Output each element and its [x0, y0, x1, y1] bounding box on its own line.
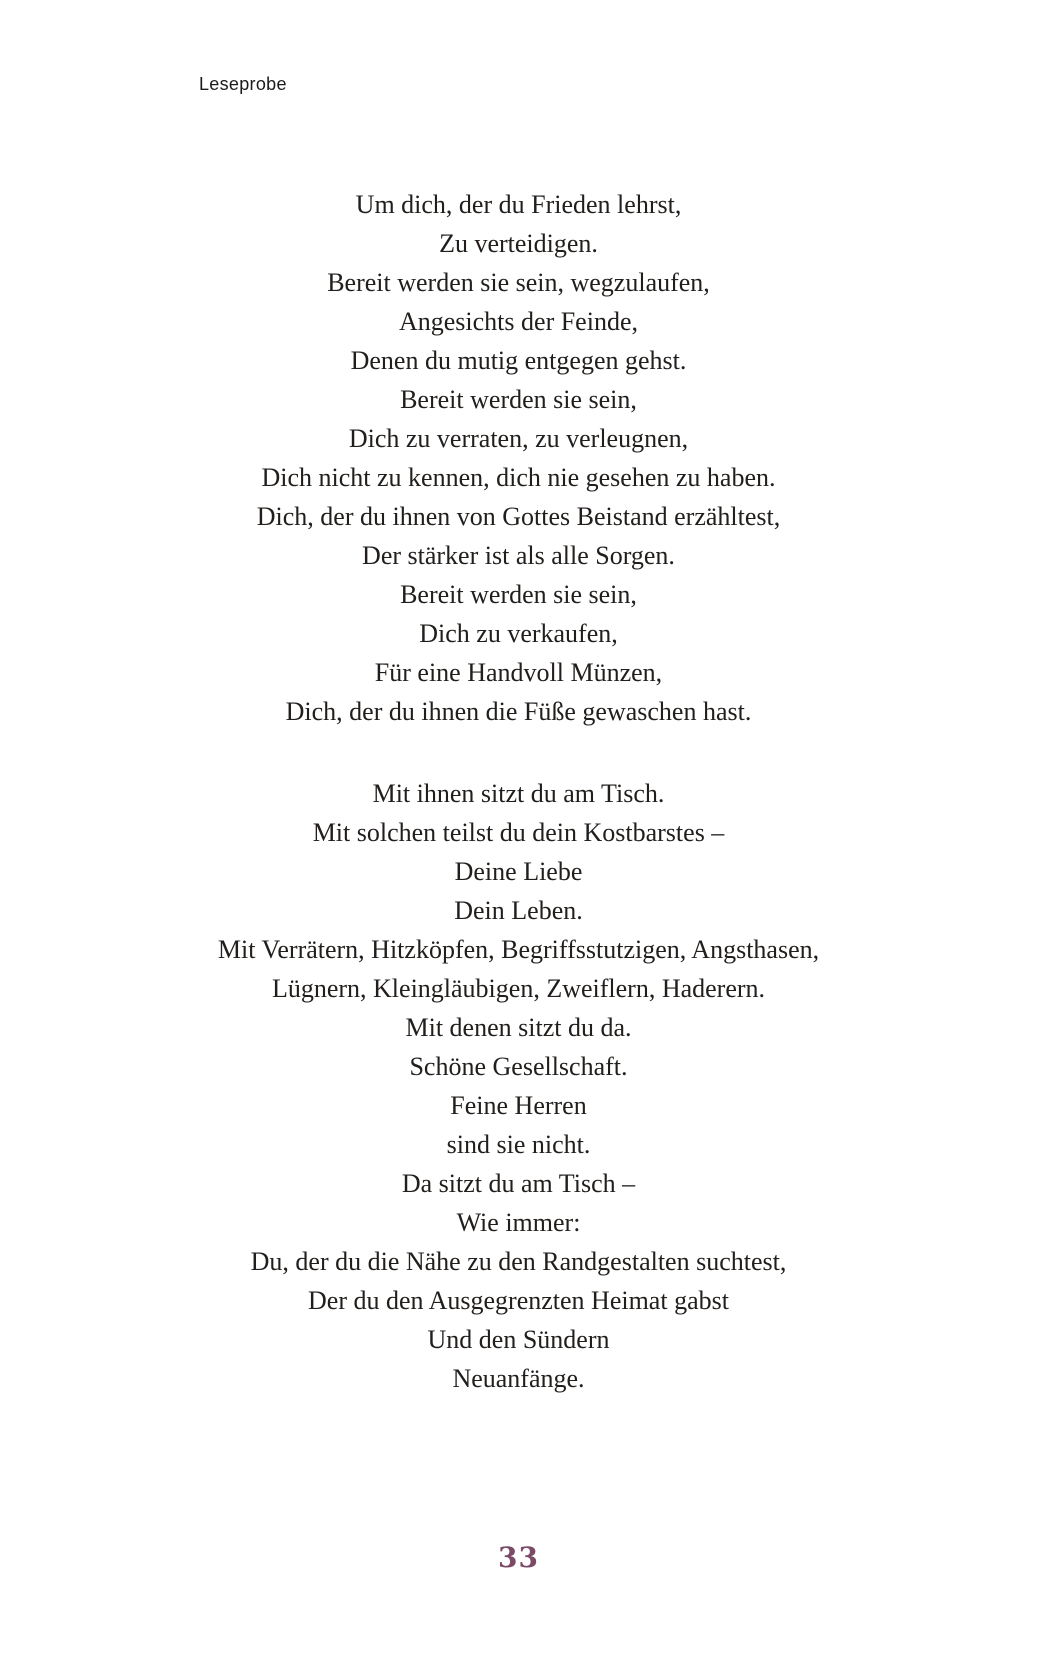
poem-line: Mit solchen teilst du dein Kostbarstes – [312, 818, 725, 847]
poem-line: Der du den Ausgegrenzten Heimat gabst [308, 1286, 729, 1315]
poem-line: Bereit werden sie sein, [400, 580, 637, 609]
poem-line: Lügnern, Kleingläubigen, Zweiflern, Haderern. [271, 974, 766, 1003]
poem-stanza-2 [0, 774, 1037, 1398]
poem-line: Schöne Gesellschaft. [409, 1052, 628, 1081]
poem-line: Mit ihnen sitzt du am Tisch. [372, 779, 665, 808]
poem-line: Zu verteidigen. [439, 229, 598, 258]
poem-line: Deine Liebe [454, 857, 583, 886]
poem-line: Du, der du die Nähe zu den Randgestalten suchtest, [250, 1247, 787, 1276]
poem-line: Mit denen sitzt du da. [405, 1013, 632, 1042]
poem-line: Dich zu verraten, zu verleugnen, [348, 424, 689, 453]
poem-line: Wie immer: [456, 1208, 581, 1237]
poem-line: sind sie nicht. [446, 1130, 591, 1159]
poem-line: Der stärker ist als alle Sorgen. [362, 541, 675, 570]
poem-line: Dich, der du ihnen von Gottes Beistand erzähltest, [256, 502, 781, 531]
poem [0, 185, 1037, 1398]
poem-line: Dich nicht zu kennen, dich nie gesehen zu haben. [261, 463, 776, 492]
poem-line: Mit Verrätern, Hitzköpfen, Begriffsstutzigen, Angsthasen, [217, 935, 820, 964]
poem-line: Dich zu verkaufen, [419, 619, 618, 648]
poem-line: Feine Herren [450, 1091, 587, 1120]
poem-line: Bereit werden sie sein, [400, 385, 637, 414]
poem-line: Dich, der du ihnen die Füße gewaschen hast. [285, 697, 752, 726]
poem-line: Da sitzt du am Tisch – [401, 1169, 636, 1198]
poem-line: Um dich, der du Frieden lehrst, [355, 190, 682, 219]
poem-line: Dein Leben. [454, 896, 583, 925]
poem-stanza-1 [0, 185, 1037, 731]
poem-line: Angesichts der Feinde, [398, 307, 638, 336]
poem-line: Neuanfänge. [452, 1364, 585, 1393]
poem-line: Und den Sündern [427, 1325, 610, 1354]
poem-line: Bereit werden sie sein, wegzulaufen, [327, 268, 710, 297]
page-number: 33 [498, 1541, 539, 1574]
poem-line: Für eine Handvoll Münzen, [374, 658, 663, 687]
running-header-label: Leseprobe [199, 74, 287, 94]
poem-line: Denen du mutig entgegen gehst. [350, 346, 687, 375]
